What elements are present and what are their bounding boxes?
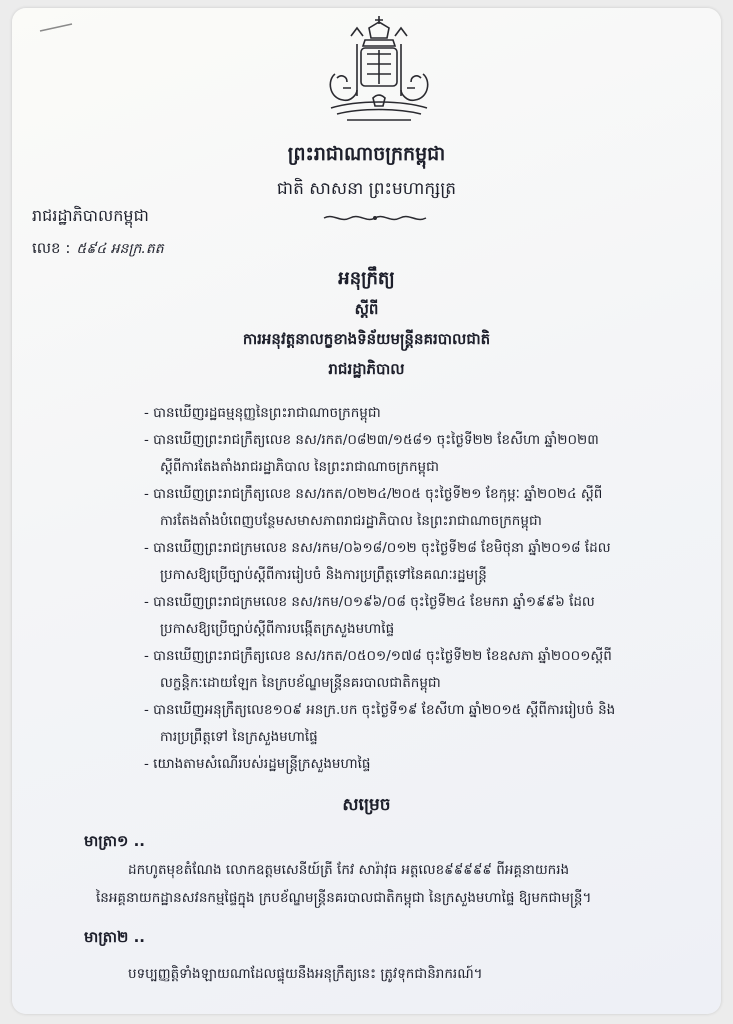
article-body — [96, 856, 706, 912]
decision-heading: សម្រេច — [342, 795, 391, 815]
national-motto: ជាតិ សាសនា ព្រះមហាក្សត្រ — [276, 179, 457, 199]
reference-line: - បានឃើញព្រះរាជក្រឹត្យលេខ នស/រកត/០២២៤/២០៥ ចុះថ្ងៃទី២១ ខែកុម្ភៈ ឆ្នាំ២០២៤ ស្តីពី — [144, 486, 603, 502]
decree-number — [32, 239, 164, 261]
article-line: ដកហូតមុខតំណែង លោកឧត្តមសេនីយ៍ត្រី កែវ សារ៉ាវុធ អត្តលេខ៩៩៩៩៩ ពីអគ្គនាយករង — [128, 862, 570, 878]
reference-line: ការប្រព្រឹត្តទៅ នៃក្រសួងមហាផ្ទៃ — [160, 729, 318, 745]
reference-line: ប្រកាសឱ្យប្រើច្បាប់ស្តីពីការរៀបចំ និងការប្រព្រឹត្តទៅនៃគណៈរដ្ឋមន្ត្រី — [160, 567, 487, 583]
reference-line: ការតែងតាំងបំពេញបន្ថែមសមាសភាពរាជរដ្ឋាភិបាល នៃព្រះរាជាណាចក្រកម្ពុជា — [160, 513, 542, 529]
article-label: មាត្រា២ .. — [84, 928, 146, 946]
reference-item — [144, 589, 700, 643]
document-authority: រាជរដ្ឋាភិបាល — [328, 360, 405, 378]
pen-mark — [38, 22, 78, 32]
reference-item — [144, 751, 700, 778]
royal-coat-of-arms-icon — [317, 14, 441, 130]
reference-item — [144, 481, 700, 535]
reference-item — [144, 697, 700, 751]
reference-line: - បានឃើញព្រះរាជក្រមលេខ នស/រកម/០៦១៨/០១២ ចុះថ្ងៃទី២៨ ខែមិថុនា ឆ្នាំ២០១៨ ដែល — [144, 540, 611, 556]
number-value: ៥៩៤ អនក្រ.តត — [76, 241, 164, 257]
reference-item — [144, 400, 700, 427]
reference-line: ប្រកាសឱ្យប្រើច្បាប់ស្តីពីការបង្កើតក្រសួងមហាផ្ទៃ — [160, 621, 395, 637]
reference-line: - បានឃើញព្រះរាជក្រមលេខ នស/រកម/០១៩៦/០៨ ចុះថ្ងៃទី២៤ ខែមករា ឆ្នាំ១៩៩៦ ដែល — [144, 594, 595, 610]
article-label: មាត្រា១ .. — [84, 832, 146, 850]
reference-line: - បានឃើញរដ្ឋធម្មនុញ្ញនៃព្រះរាជាណាចក្រកម្ពុជា — [144, 405, 381, 421]
reference-line: លក្ខន្តិកៈដោយឡែក នៃក្របខ័ណ្ឌមន្ត្រីនគរបាលជាតិកម្ពុជា — [160, 675, 441, 691]
ornament-divider-icon — [320, 212, 430, 224]
kingdom-name: ព្រះរាជាណាចក្រកម្ពុជា — [287, 143, 446, 165]
reference-item — [144, 427, 700, 481]
article-line: បទប្បញ្ញត្តិទាំងឡាយណាដែលផ្ទុយនឹងអនុក្រឹត្យនេះ ត្រូវទុកជានិរាករណ៍។ — [128, 966, 483, 982]
reference-line: - បានឃើញព្រះរាជក្រឹត្យលេខ នស/រកត/០៨២៣/១៥៨១ ចុះថ្ងៃទី២២ ខែសីហា ឆ្នាំ២០២៣ — [144, 432, 599, 448]
reference-line: ស្តីពីការតែងតាំងរាជរដ្ឋាភិបាល នៃព្រះរាជាណាចក្រកម្ពុជា — [160, 459, 439, 475]
reference-line: - យោងតាមសំណើរបស់រដ្ឋមន្ត្រីក្រសួងមហាផ្ទៃ — [144, 756, 371, 772]
article-line: នៃអគ្គនាយកដ្ឋានសវនកម្មផ្ទៃក្នុង ក្របខ័ណ្ឌមន្ត្រីនគរបាលជាតិកម្ពុជា នៃក្រសួងមហាផ្ទៃ ឱ្យមកជាមន្ត្រី។ — [96, 890, 592, 906]
reference-line: - បានឃើញព្រះរាជក្រឹត្យលេខ នស/រកត/០៥០១/១៧៨ ចុះថ្ងៃទី២២ ខែឧសភា ឆ្នាំ២០០១ស្តីពី — [144, 648, 612, 664]
government-name: រាជរដ្ឋាភិបាលកម្ពុជា — [32, 206, 149, 225]
reference-item — [144, 535, 700, 589]
article-body — [96, 960, 706, 988]
document-subject: ការអនុវត្តនាលក្ខខាងទិន័យមន្ត្រីនគរបាលជាតិ — [242, 330, 491, 348]
document-page — [12, 8, 721, 1014]
reference-line: - បានឃើញអនុក្រឹត្យលេខ១០៩ អនក្រ.បក ចុះថ្ងៃទី១៩ ខែសីហា ឆ្នាំ២០១៥ ស្តីពីការរៀបចំ និង — [144, 702, 616, 718]
document-type: អនុក្រឹត្យ — [338, 268, 395, 289]
document-about: ស្តីពី — [354, 300, 379, 318]
number-label: លេខ : — [32, 239, 71, 257]
reference-item — [144, 643, 700, 697]
